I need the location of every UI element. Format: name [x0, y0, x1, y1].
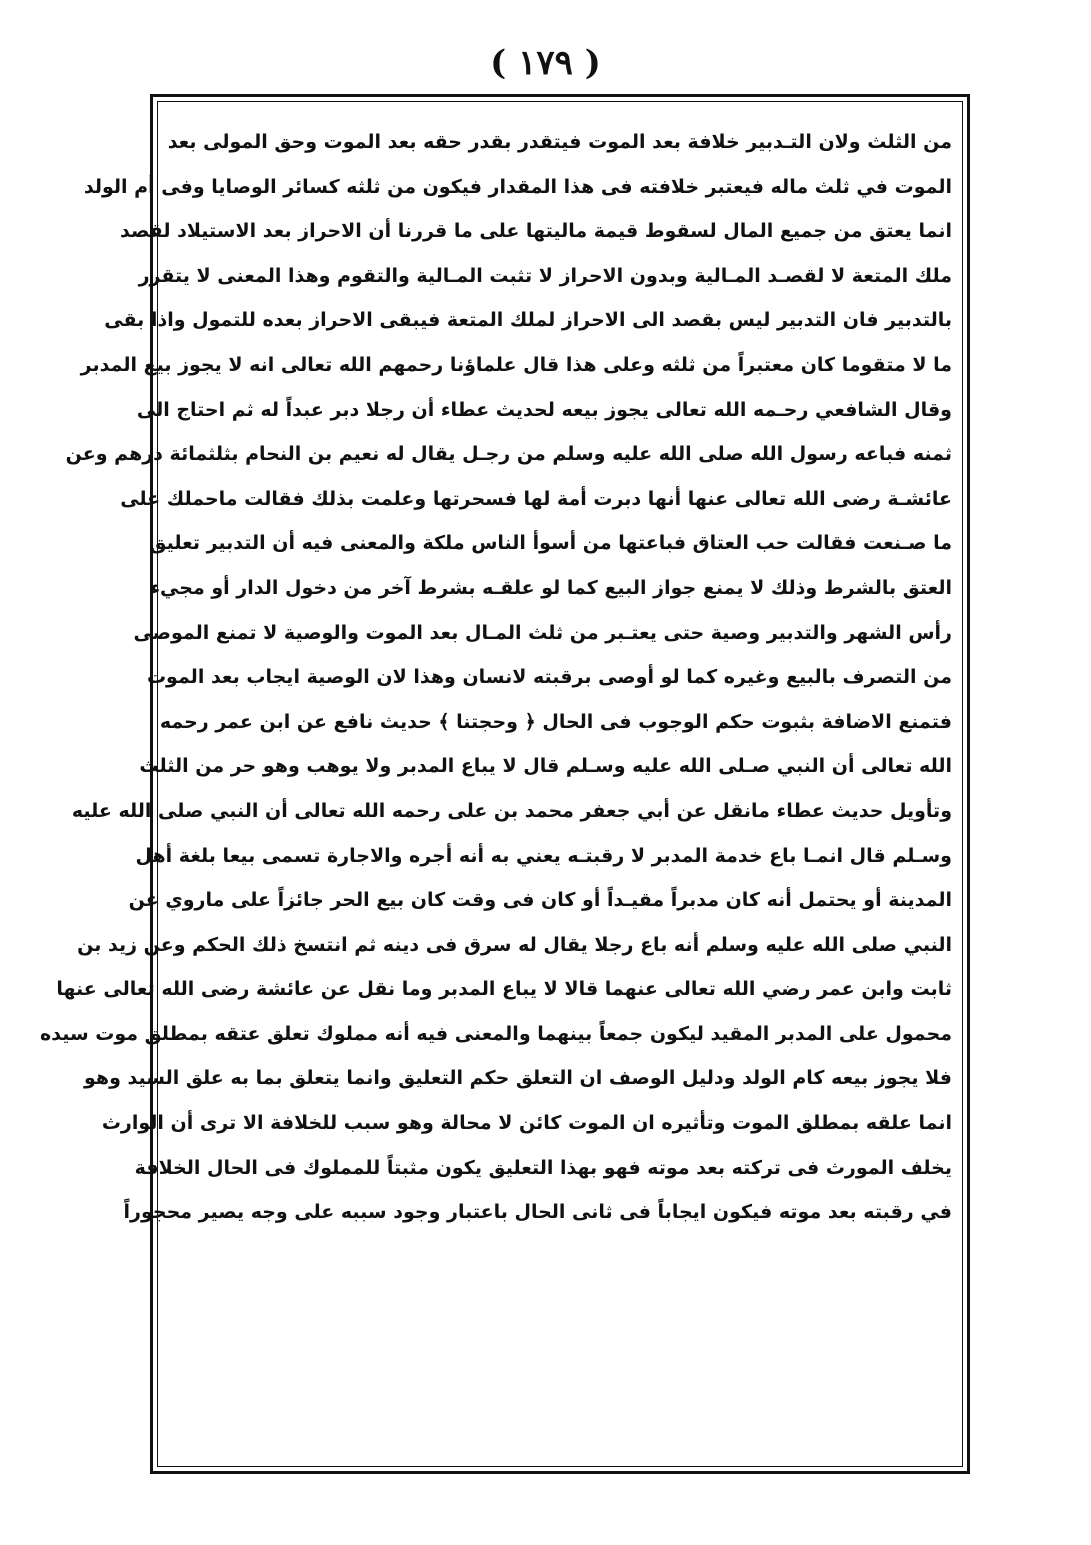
text-line: المدينة أو يحتمل أنه كان مدبراً مقيـداً أو كان فى وقت كان بيع الحر جائزاً على ماروي عن — [128, 889, 952, 912]
text-line: بالتدبير فان التدبير ليس بقصد الى الاحراز لملك المتعة فيبقى الاحراز بعده للتمول واذا بقى — [104, 309, 952, 332]
text-line: الموت في ثلث ماله فيعتبر خلافته فى هذا المقدار فيكون من ثلثه كسائر الوصايا وفى أم الولد — [83, 175, 952, 198]
text-line: عائشـة رضى الله تعالى عنها أنها دبرت أمة لها فسحرتها وعلمت بذلك فقالت ماحملك على — [120, 487, 952, 510]
text-line: وسـلم قال انمـا باع خدمة المدبر لا رقبتـه يعني به أنه أجره والاجارة تسمى بيعا بلغة أهل — [135, 844, 952, 867]
text-line: من الثلث ولان التـدبير خلافة بعد الموت فيتقدر بقدر حقه بعد الموت وحق المولى بعد — [167, 131, 952, 153]
page-number: ( ١٧٩ ) — [490, 43, 601, 83]
text-line: من التصرف بالبيع وغيره كما لو أوصى برقبته لانسان وهذا لان الوصية ايجاب بعد الموت — [146, 666, 952, 689]
text-line: انما يعتق من جميع المال لسقوط قيمة ماليتها على ما قررنا أن الاحراز بعد الاستيلاد لقصد — [119, 220, 952, 243]
text-line: يخلف المورث فى تركته بعد موته فهو بهذا التعليق يكون مثبتاً للمملوك فى الحال الخلافة — [134, 1156, 952, 1179]
text-line: الله تعالى أن النبي صـلى الله عليه وسـلم قال لا يباع المدبر ولا يوهب وهو حر من الثلث — [139, 755, 952, 778]
text-line: رأس الشهر والتدبير وصية حتى يعتـبر من ثلث المـال بعد الموت والوصية لا تمنع الموصى — [133, 621, 952, 644]
text-line: النبي صلى الله عليه وسلم أنه باع رجلا يقال له سرق فى دينه ثم انتسخ ذلك الحكم وعن زيد بن — [77, 933, 952, 956]
text-line: ما لا متقوما كان معتبراً من ثلثه وعلى هذا قال علماؤنا رحمهم الله تعالى انه لا يجوز بيع المدبر — [80, 353, 952, 376]
text-line: انما علقه بمطلق الموت وتأثيره ان الموت كائن لا محالة وهو سبب للخلافة الا ترى أن الوارث — [101, 1112, 952, 1135]
text-line: وقال الشافعي رحـمه الله تعالى يجوز بيعه لحديث عطاء أن رجلا دبر عبداً له ثم احتاج الى — [136, 398, 952, 421]
text-line: محمول على المدبر المقيد ليكون جمعاً بينهما والمعنى فيه أنه مملوك تعلق عتقه بمطلق موت سيده — [40, 1022, 952, 1045]
text-line: فتمنع الاضافة بثبوت حكم الوجوب فى الحال ﴿ وحجتنا ﴾ حديث نافع عن ابن عمر رحمه — [159, 710, 952, 733]
text-line: فلا يجوز بيعه كام الولد ودليل الوصف ان التعلق حكم التعليق وانما يتعلق بما به علق السيد وهو — [84, 1067, 952, 1090]
text-line: ملك المتعة لا لقصـد المـالية وبدون الاحراز لا تثبت المـالية والتقوم وهذا المعنى لا يتقرر — [138, 264, 952, 287]
text-line: ثمنه فباعه رسول الله صلى الله عليه وسلم من رجـل يقال له نعيم بن النحام بثلثمائة درهم وعن — [65, 443, 952, 466]
text-line: وتأويل حديث عطاء مانقل عن أبي جعفر محمد بن على رحمه الله تعالى أن النبي صلى الله عليه — [71, 799, 952, 822]
text-line: ثابت وابن عمر رضي الله تعالى عنهما قالا لا يباع المدبر وما نقل عن عائشة رضى الله تعالى عنها — [56, 978, 952, 1001]
body-text — [40, 120, 952, 1460]
text-line: العتق بالشرط وذلك لا يمنع جواز البيع كما لو علقـه بشرط آخر من دخول الدار أو مجيء — [150, 576, 952, 599]
text-line: في رقبته بعد موته فيكون ايجاباً فى ثانى الحال باعتبار وجود سببه على وجه يصير محجوراً — [123, 1201, 952, 1224]
text-line: ما صـنعت فقالت حب العتاق فباعتها من أسوأ الناس ملكة والمعنى فيه أن التدبير تعليق — [149, 532, 952, 555]
